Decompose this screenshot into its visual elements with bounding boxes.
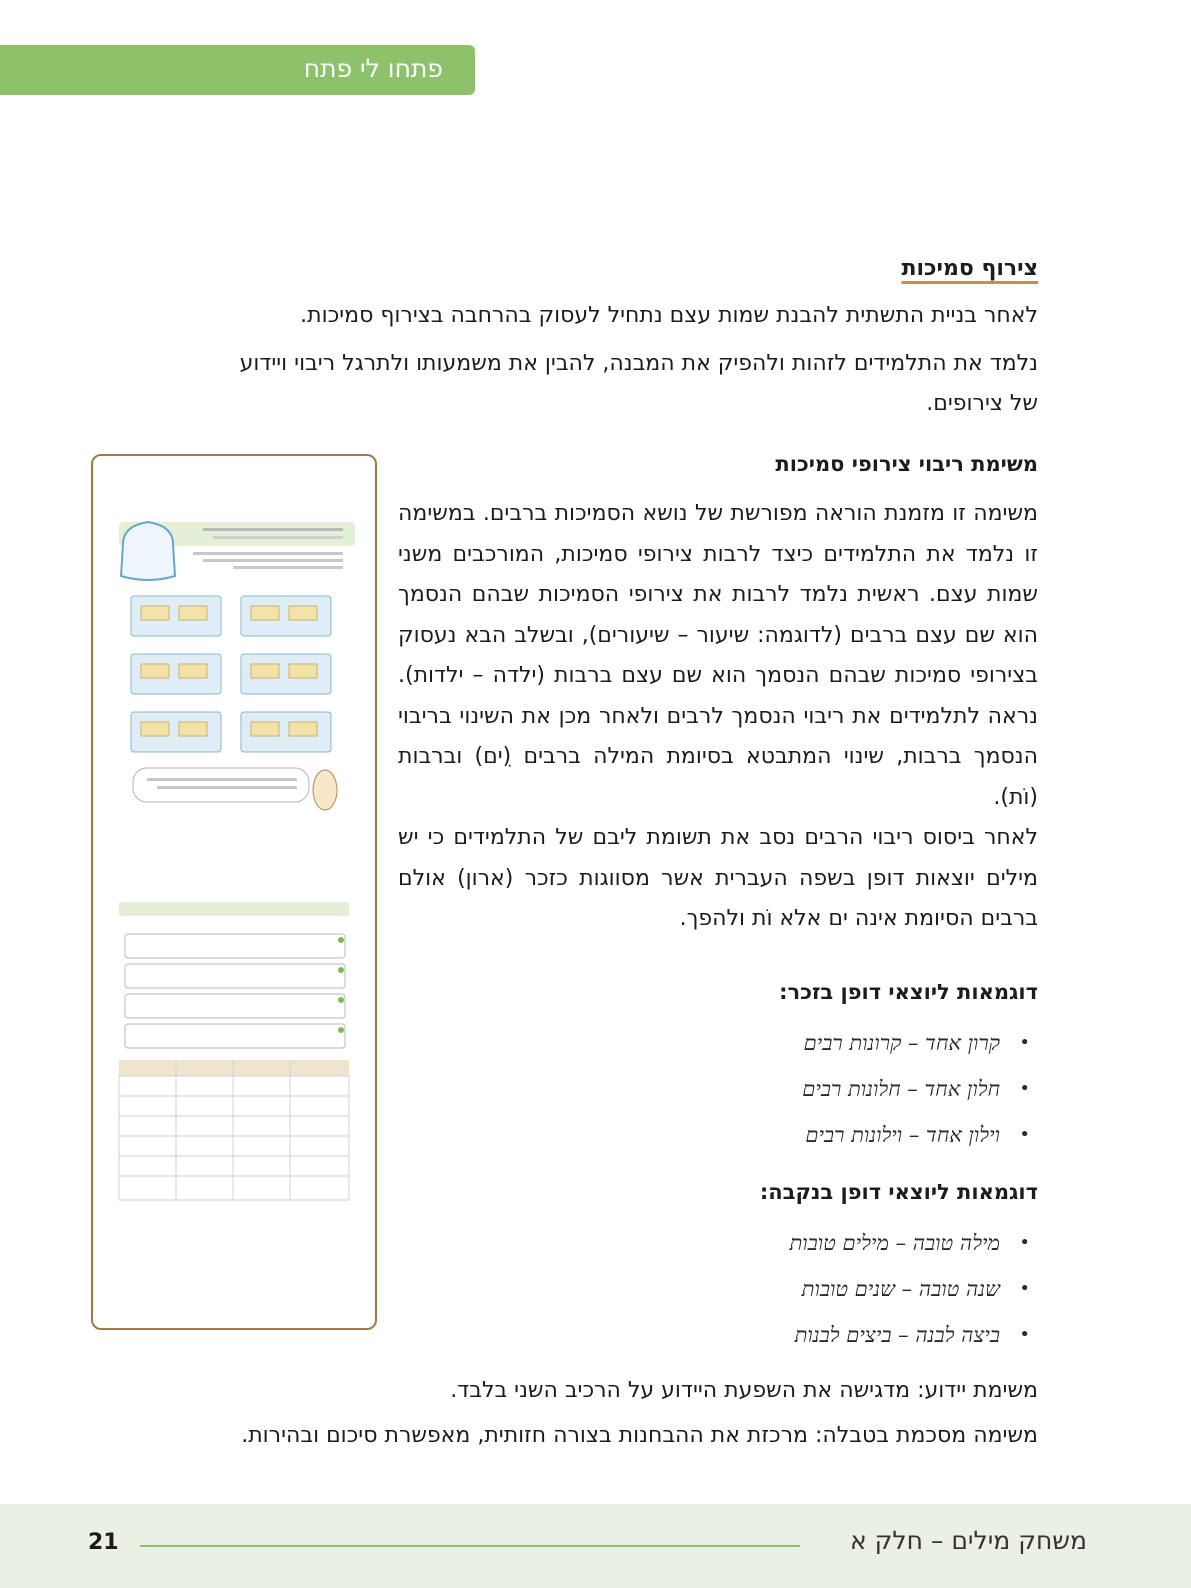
intro-line-3: של צירופים. (926, 391, 1038, 416)
footer-divider (140, 1545, 800, 1547)
chapter-tab (0, 45, 475, 95)
book-title: משחק מילים – חלק א (850, 1526, 1087, 1555)
page-footer (0, 1504, 1191, 1588)
masculine-examples-title: דוגמאות ליוצאי דופן בזכר: (779, 980, 1038, 1004)
feminine-examples-list (638, 1220, 1038, 1358)
list-item: • ביצה לבנה – ביצים לבנות (794, 1323, 1030, 1347)
section-title: צירוף סמיכות (901, 256, 1038, 281)
list-item: • קרון אחד – קרונות רבים (803, 1031, 1030, 1055)
worksheet-preview-image (91, 454, 377, 1330)
intro-line-2: נלמד את התלמידים לזהות ולהפיק את המבנה, להבין את משמעותו ולתרגל ריבוי ויידוע (239, 351, 1038, 376)
list-item: • וילון אחד – וילונות רבים (805, 1123, 1030, 1147)
worksheet-thumbnail (93, 456, 375, 1328)
feminine-examples-title: דוגמאות ליוצאי דופן בנקבה: (759, 1180, 1038, 1204)
task-paragraph-1: משימה זו מזמנת הוראה מפורשת של נושא הסמיכות ברבים. במשימה זו נלמד את התלמידים כיצד לרבות צירופי סמיכות, המורכבים משני שמות עצם. ראשית נלמד לרבות את צירופי הסמיכות שבהם הנסמך הוא שם עצם ברבים (לדוגמה: שיעור – שיעורים), ובשלב הבא נעסוק בצירופי סמיכות שבהם הנסמך הוא שם עצם ברבות (ילדה – ילדות). נראה לתלמידים את ריבוי הנסמך לרבים ולאחר מכן את השינוי בריבוי הנסמך ברבות, שינוי המתבטא בסיומת המילה ברבים (ִים) וברבות (וֹת). (398, 501, 1038, 810)
masculine-examples-list (638, 1020, 1038, 1158)
task-paragraph-2: לאחר ביסוס ריבוי הרבים נסב את תשומת ליבם של התלמידים כי יש מילים יוצאות דופן בשפה העברית אשר מסווגות כזכר (ארון) אולם ברבים הסיומת אינה ים אלא וֹת ולהפך. (398, 825, 1038, 931)
list-item: • חלון אחד – חלונות רבים (802, 1077, 1030, 1101)
chapter-tab-label: פתחו לי פתח (303, 54, 443, 83)
closing-line-1: משימת יידוע: מדגישה את השפעת היידוע על הרכיב השני בלבד. (450, 1378, 1038, 1403)
closing-line-2: משימה מסכמת בטבלה: מרכזת את ההבחנות בצורה חזותית, מאפשרת סיכום ובהירות. (241, 1423, 1038, 1448)
page-number: 21 (88, 1530, 119, 1555)
task-title: משימת ריבוי צירופי סמיכות (775, 452, 1038, 476)
list-item: • שנה טובה – שנים טובות (801, 1277, 1030, 1301)
list-item: • מילה טובה – מילים טובות (789, 1231, 1030, 1255)
task-body (398, 494, 1038, 940)
intro-line-1: לאחר בניית התשתית להבנת שמות עצם נתחיל לעסוק בהרחבה בצירוף סמיכות. (300, 303, 1038, 328)
